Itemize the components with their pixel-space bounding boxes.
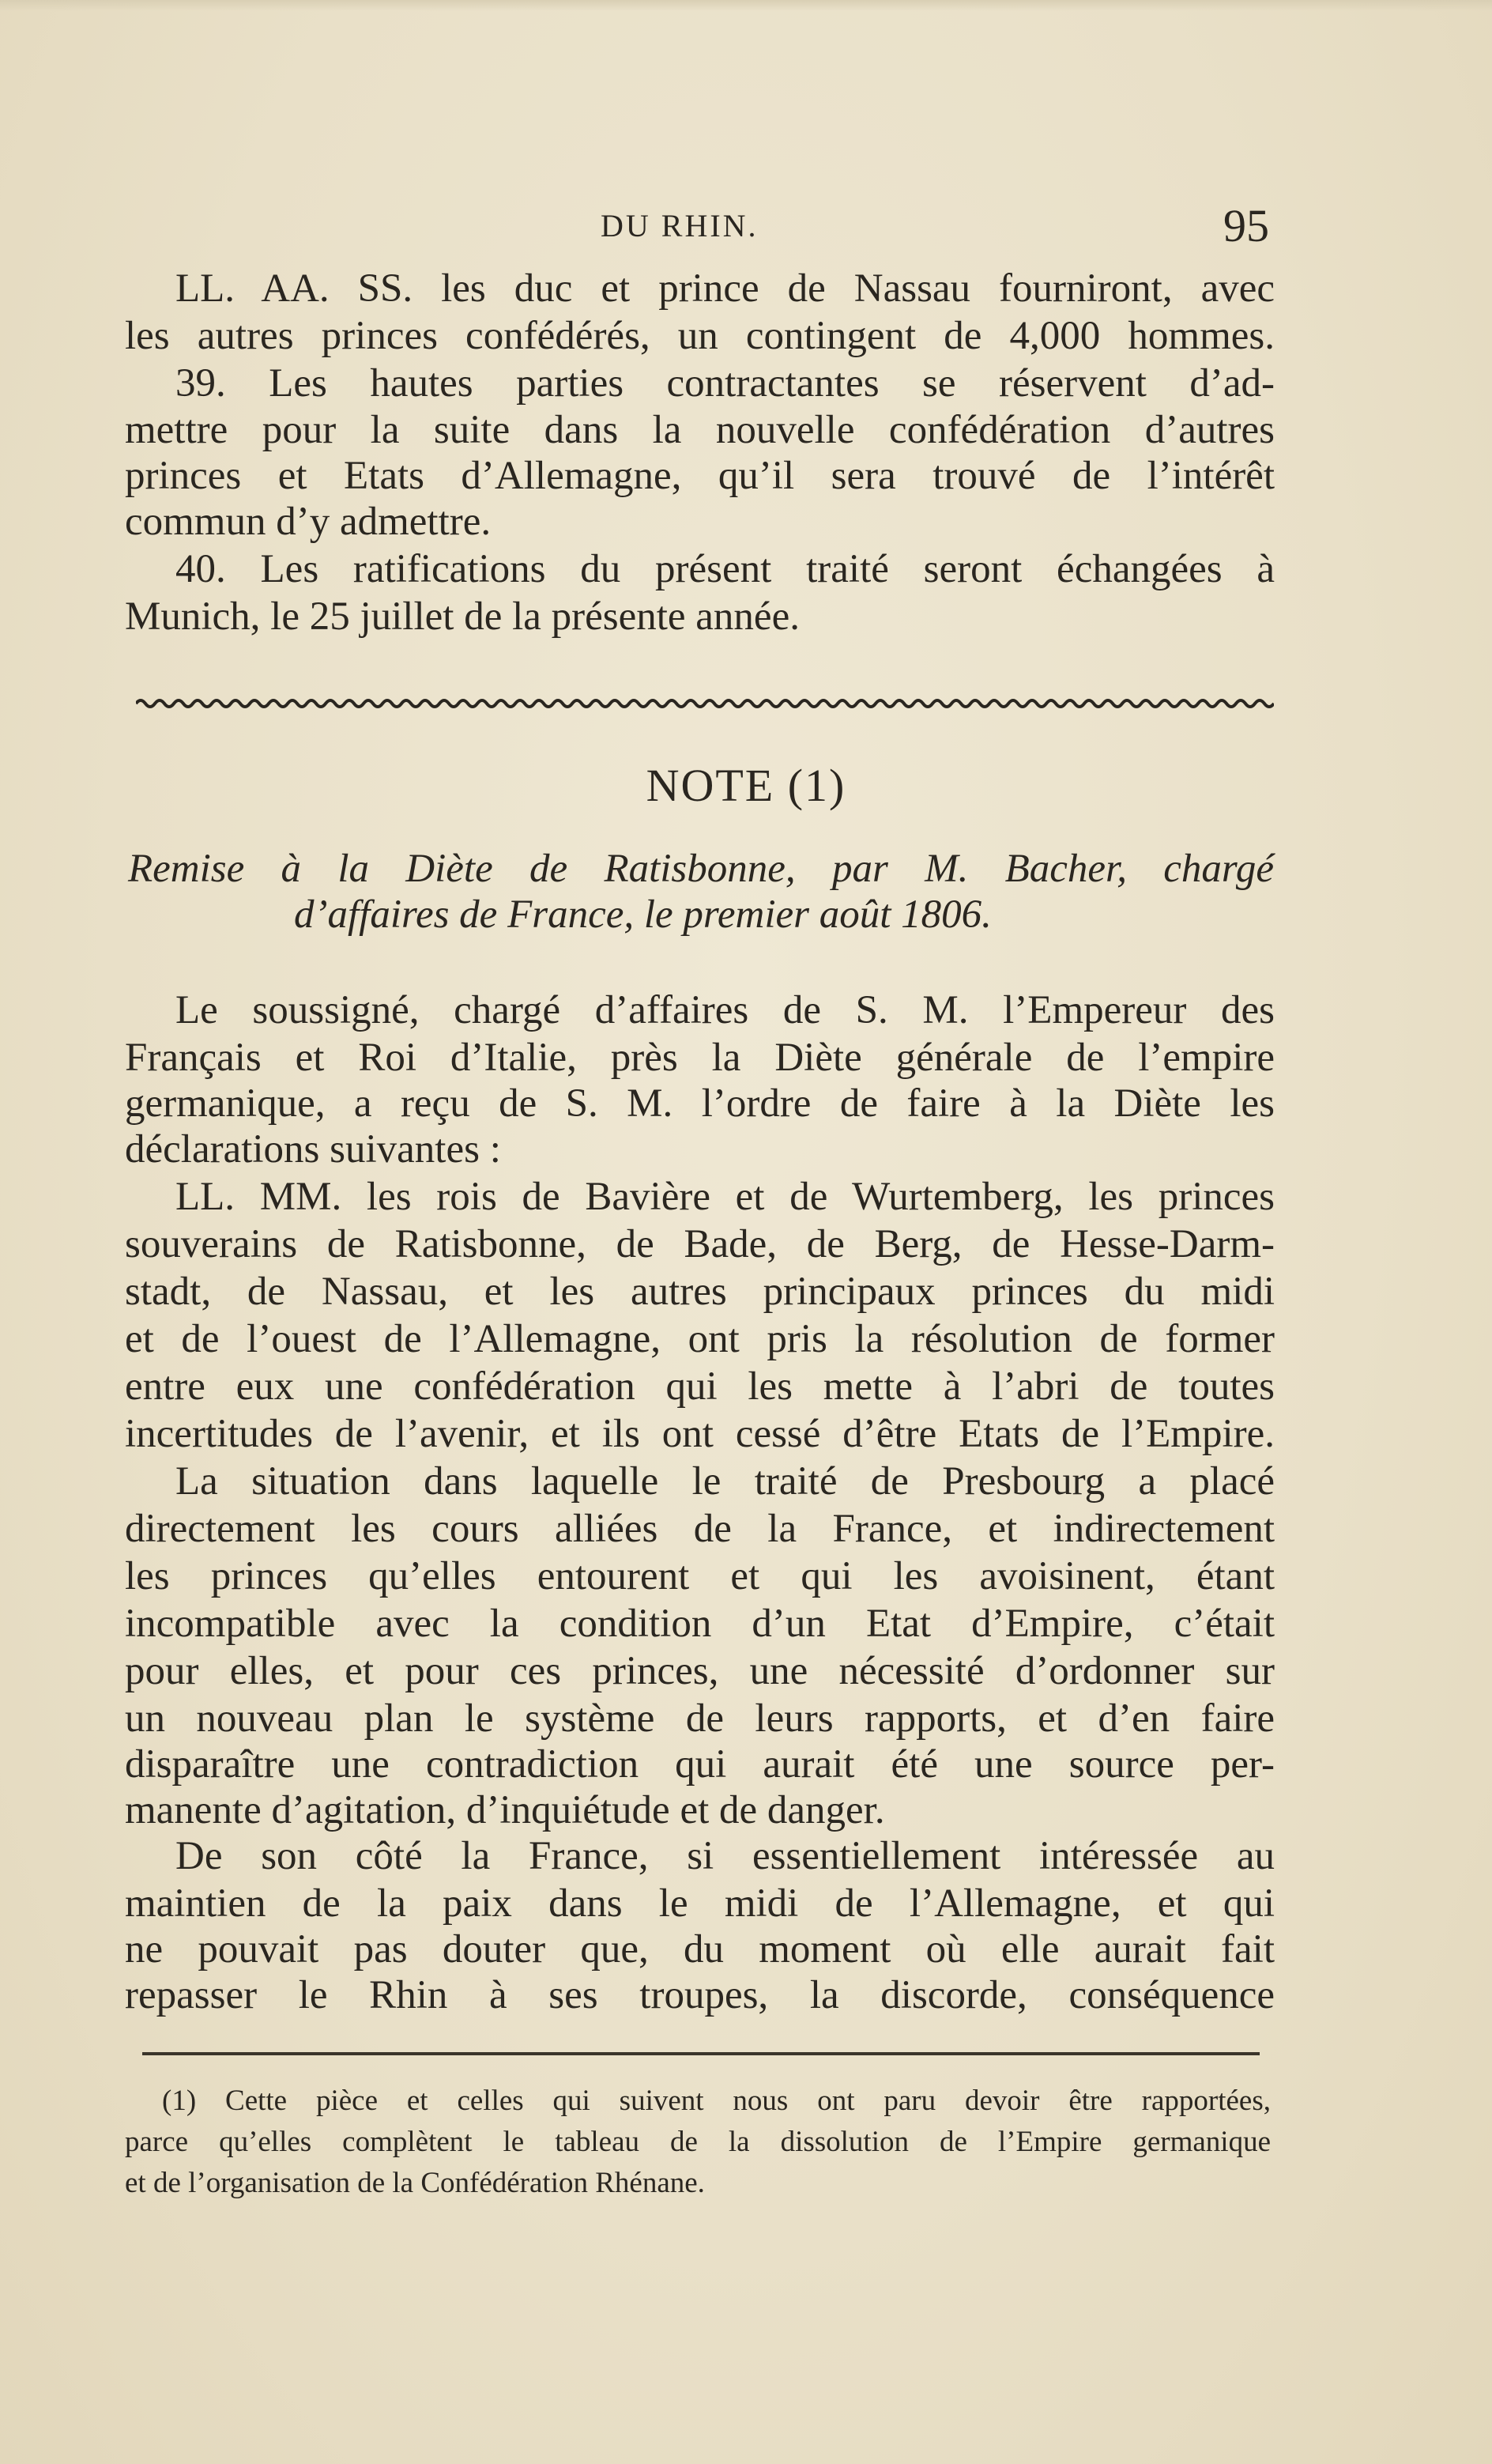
treaty-line: commun d’y admettre. bbox=[125, 500, 492, 544]
treaty-line: Munich, le 25 juillet de la présente année. bbox=[125, 594, 800, 639]
note-title: NOTE (1) bbox=[646, 760, 846, 811]
treaty-line: les autres princes confédérés, un contingent de 4,000 hommes. bbox=[125, 314, 1275, 358]
footnote-line: et de l’organisation de la Confédération Rhénane. bbox=[125, 2167, 705, 2199]
note-subtitle: d’affaires de France, le premier août 1806. bbox=[294, 892, 992, 937]
note-line: stadt, de Nassau, et les autres principaux princes du midi bbox=[125, 1270, 1275, 1314]
note-line: souverains de Ratisbonne, de Bade, de Berg, de Hesse-Darm- bbox=[125, 1222, 1275, 1266]
note-line: un nouveau plan le système de leurs rapports, et d’en faire bbox=[125, 1696, 1275, 1741]
page-number: 95 bbox=[1223, 200, 1269, 251]
treaty-line: 40. Les ratifications du présent traité seront échangées à bbox=[175, 547, 1275, 591]
note-line: les princes qu’elles entourent et qui les avoisinent, étant bbox=[125, 1554, 1275, 1598]
footnote-line: (1) Cette pièce et celles qui suivent nous ont paru devoir être rapportées, bbox=[162, 2085, 1271, 2117]
note-line: Français et Roi d’Italie, près la Diète générale de l’empire bbox=[125, 1036, 1275, 1080]
footnote-line: parce qu’elles complètent le tableau de la dissolution de l’Empire germanique bbox=[125, 2126, 1271, 2158]
note-line: disparaître une contradiction qui aurait été une source per- bbox=[125, 1742, 1275, 1787]
note-line: Le soussigné, chargé d’affaires de S. M. l’Empereur des bbox=[175, 988, 1275, 1032]
note-line: maintien de la paix dans le midi de l’Allemagne, et qui bbox=[125, 1881, 1275, 1926]
treaty-line: princes et Etats d’Allemagne, qu’il sera trouvé de l’intérêt bbox=[125, 454, 1275, 498]
treaty-line: mettre pour la suite dans la nouvelle confédération d’autres bbox=[125, 408, 1275, 452]
note-line: La situation dans laquelle le traité de Presbourg a placé bbox=[175, 1459, 1275, 1504]
footnote-rule bbox=[142, 2052, 1260, 2055]
note-line: De son côté la France, si essentiellement intéressée au bbox=[175, 1834, 1275, 1878]
treaty-line: LL. AA. SS. les duc et prince de Nassau fourniront, avec bbox=[175, 266, 1275, 311]
note-line: et de l’ouest de l’Allemagne, ont pris la résolution de former bbox=[125, 1317, 1275, 1361]
running-head: DU RHIN. bbox=[601, 208, 759, 243]
note-line: incompatible avec la condition d’un Etat d’Empire, c’était bbox=[125, 1602, 1275, 1646]
page-top-edge bbox=[0, 0, 1492, 11]
note-line: pour elles, et pour ces princes, une nécessité d’ordonner sur bbox=[125, 1649, 1275, 1693]
note-subtitle: Remise à la Diète de Ratisbonne, par M. Bacher, chargé bbox=[128, 847, 1274, 891]
note-line: germanique, a reçu de S. M. l’ordre de faire à la Diète les bbox=[125, 1081, 1275, 1126]
note-line: repasser le Rhin à ses troupes, la discorde, conséquence bbox=[125, 1973, 1275, 2017]
note-line: manente d’agitation, d’inquiétude et de danger. bbox=[125, 1788, 885, 1832]
note-line: entre eux une confédération qui les mette à l’abri de toutes bbox=[125, 1364, 1275, 1409]
note-line: LL. MM. les rois de Bavière et de Wurtemberg, les princes bbox=[175, 1175, 1275, 1219]
note-line: ne pouvait pas douter que, du moment où elle aurait fait bbox=[125, 1927, 1275, 1972]
ornament-rule bbox=[136, 696, 1274, 711]
note-line: déclarations suivantes : bbox=[125, 1127, 501, 1172]
note-line: incertitudes de l’avenir, et ils ont cessé d’être Etats de l’Empire. bbox=[125, 1412, 1275, 1456]
treaty-line: 39. Les hautes parties contractantes se réservent d’ad- bbox=[175, 361, 1275, 406]
note-line: directement les cours alliées de la France, et indirectement bbox=[125, 1507, 1275, 1551]
